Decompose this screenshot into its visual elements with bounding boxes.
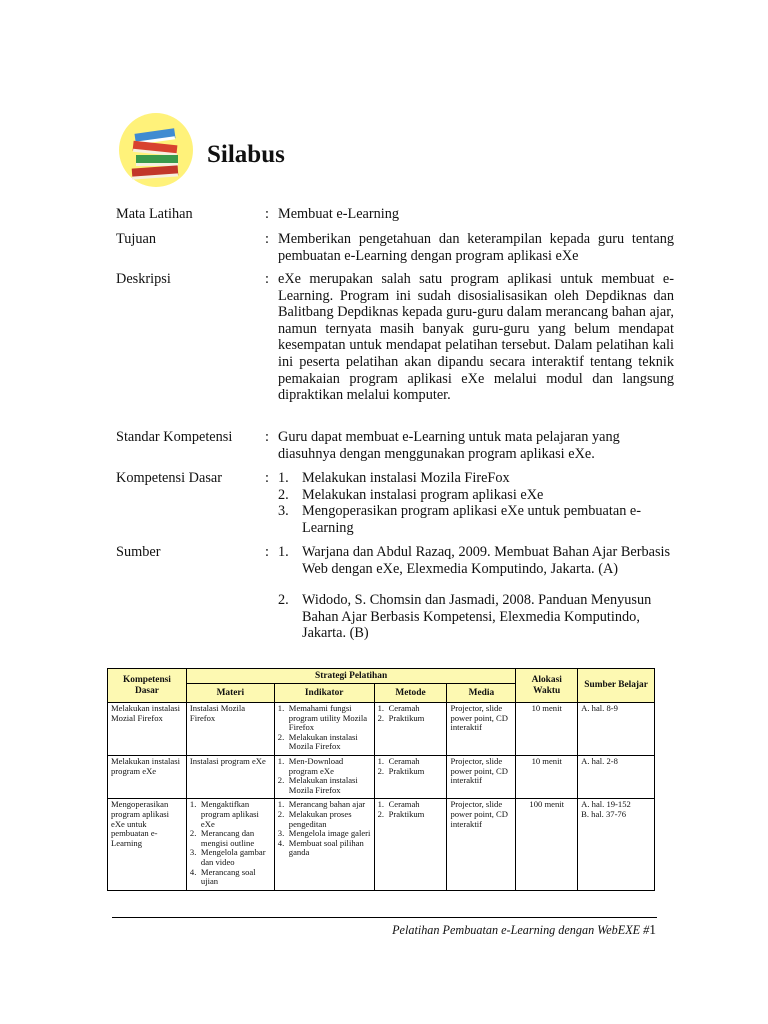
field-label: Tujuan <box>116 231 156 247</box>
field-label: Deskripsi <box>116 271 171 287</box>
page-footer <box>392 922 656 938</box>
header-strategi: Strategi Pelatihan <box>186 669 515 684</box>
cell-kompetensi: Mengoperasikan program aplikasi eXe untuk pembuatan e-Learning <box>108 799 187 890</box>
cell-sumber: A. hal. 8-9 <box>578 703 655 756</box>
cell-alokasi: 10 menit <box>516 755 578 798</box>
footer-text: Pelatihan Pembuatan e-Learning dengan WebEXE # <box>392 923 650 937</box>
kompetensi-list <box>278 470 674 536</box>
list-item: 3. Mengoperasikan program aplikasi eXe untuk pembuatan e-Learning <box>278 503 642 536</box>
cell-metode: 1. Ceramah 2. Praktikum <box>374 703 447 756</box>
cell-metode: 1. Ceramah 2. Praktikum <box>374 755 447 798</box>
field-label: Sumber <box>116 544 161 560</box>
cell-sumber: A. hal. 2-8 <box>578 755 655 798</box>
books-logo-icon <box>118 112 194 188</box>
header-indikator: Indikator <box>274 684 374 703</box>
syllabus-table <box>107 668 655 891</box>
list-item: 2. Widodo, S. Chomsin dan Jasmadi, 2008. Panduan Menyusun Bahan Ajar Berbasis Kompetensi, Elexmedia Komputindo, Jakarta. (B) <box>278 592 652 642</box>
sumber-list <box>278 544 674 642</box>
field-value: Membuat e-Learning <box>278 206 400 222</box>
cell-indikator: 1. Men-Download program eXe 2. Melakukan instalasi Mozila Firefox <box>274 755 374 798</box>
cell-indikator: 1. Merancang bahan ajar 2. Melakukan proses pengeditan 3. Mengelola image galeri 4. Membuat soal pilihan ganda <box>274 799 374 890</box>
field-label: Standar Kompetensi <box>116 429 233 445</box>
cell-materi: Instalasi Mozila Firefox <box>186 703 274 756</box>
field-label: Kompetensi Dasar <box>116 470 223 486</box>
table-row <box>108 799 655 890</box>
header-sumber: Sumber Belajar <box>578 669 655 703</box>
table-row <box>108 703 655 756</box>
header-media: Media <box>447 684 516 703</box>
header-metode: Metode <box>374 684 447 703</box>
footer-divider <box>112 917 657 918</box>
cell-alokasi: 100 menit <box>516 799 578 890</box>
list-item: 2. Melakukan instalasi program aplikasi eXe <box>278 486 544 503</box>
list-item: 1. Melakukan instalasi Mozila FireFox <box>278 470 510 486</box>
cell-media: Projector, slide power point, CD interaktif <box>447 755 516 798</box>
header-alokasi: Alokasi Waktu <box>516 669 578 703</box>
field-value: eXe merupakan salah satu program aplikasi untuk membuat e-Learning. Program ini sudah disosialisasikan oleh Depdiknas dan Balitbang Depdiknas kepada guru-guru dalam merancang bahan ajar, namun ternyata masih banyak guru-guru yang belum mendapat kesempatan untuk mendapat pelatihan tersebut. Dalam pelatihan kali ini peserta pelatihan akan dipandu secara interaktif tentang teknik pemakaian program aplikasi eXe melalui modul dan langsung dipraktikan melalui komputer. <box>278 271 674 404</box>
cell-alokasi: 10 menit <box>516 703 578 756</box>
header-materi: Materi <box>186 684 274 703</box>
page-title: Silabus <box>207 141 285 168</box>
cell-metode: 1. Ceramah 2. Praktikum <box>374 799 447 890</box>
field-label: Mata Latihan <box>116 206 193 222</box>
cell-materi: Instalasi program eXe <box>186 755 274 798</box>
cell-kompetensi: Melakukan instalasi Mozial Firefox <box>108 703 187 756</box>
cell-kompetensi: Melakukan instalasi program eXe <box>108 755 187 798</box>
cell-media: Projector, slide power point, CD interaktif <box>447 799 516 890</box>
page-number: 1 <box>649 922 656 937</box>
cell-media: Projector, slide power point, CD interaktif <box>447 703 516 756</box>
field-value: Guru dapat membuat e-Learning untuk mata pelajaran yang diasuhnya dengan menggunakan program aplikasi eXe. <box>278 429 620 462</box>
header-kompetensi: Kompetensi Dasar <box>108 669 187 703</box>
field-value: Memberikan pengetahuan dan keterampilan kepada guru tentang pembuatan e-Learning dengan program aplikasi eXe <box>278 231 674 264</box>
cell-indikator: 1. Memahami fungsi program utility Mozila Firefox 2. Melakukan instalasi Mozila Firefox <box>274 703 374 756</box>
table-row <box>108 755 655 798</box>
list-item: 1. Warjana dan Abdul Razaq, 2009. Membuat Bahan Ajar Berbasis Web dengan eXe, Elexmedia Komputindo, Jakarta. (A) <box>278 544 671 577</box>
cell-materi: 1. Mengaktifkan program aplikasi eXe 2. Merancang dan mengisi outline 3. Mengelola gambar dan video 4. Merancang soal ujian <box>186 799 274 890</box>
cell-sumber: A. hal. 19-152 B. hal. 37-76 <box>578 799 655 890</box>
